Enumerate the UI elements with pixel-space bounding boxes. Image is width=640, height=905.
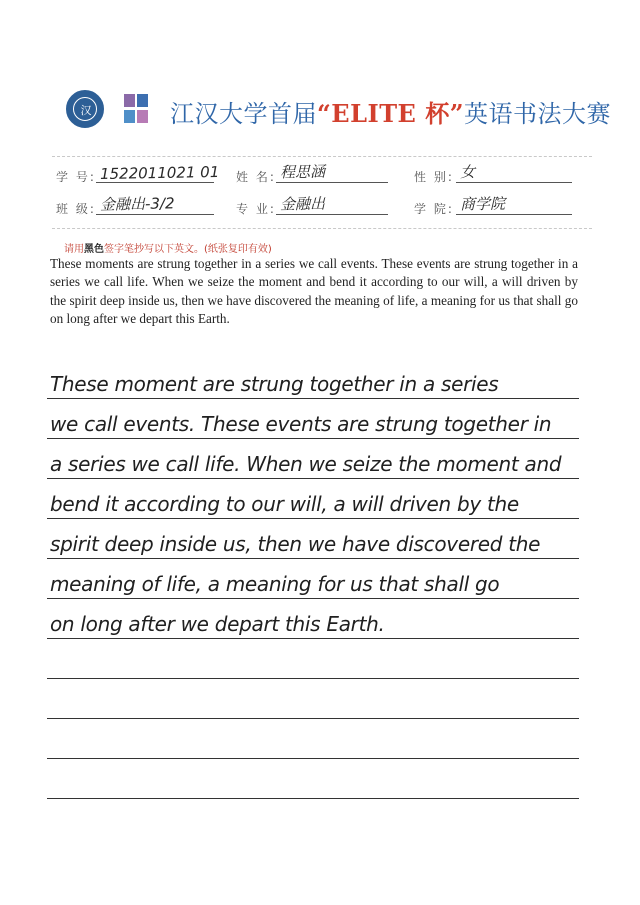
- title-suffix: 英语书法大赛: [464, 100, 612, 128]
- writing-line: [47, 718, 579, 719]
- student-id-field[interactable]: [96, 162, 220, 184]
- title-prefix: 江汉大学首届: [170, 100, 317, 128]
- writing-line: [47, 598, 579, 599]
- contest-header: [66, 88, 612, 132]
- instruction-emphasis: 黑色: [84, 244, 104, 255]
- major-value: 金融出: [279, 194, 326, 214]
- source-passage: These moments are strung together in a series we call events. These events are strung together in a series we call life. When we seize the moment and bend it according to our will, a will driven by the spirit deep inside us, then we have discovered the meaning of life, a meaning for us that shall go on long after we depart this Earth.: [50, 256, 578, 327]
- student-id-label: 学 号:: [56, 170, 96, 184]
- student-id-value: 1522011021 01: [99, 162, 220, 184]
- writing-line: [47, 558, 579, 559]
- writing-line: [47, 398, 579, 399]
- school-field[interactable]: [456, 196, 572, 215]
- writing-line: [47, 798, 579, 799]
- instruction-text: 请用黑色签字笔抄写以下英文。(纸张复印有效): [64, 244, 272, 255]
- gender-label: 性 别:: [414, 170, 454, 184]
- university-seal-icon: [66, 90, 104, 128]
- gender-value: 女: [459, 162, 476, 182]
- seal-text: 汉: [80, 104, 92, 117]
- contest-title: [170, 94, 611, 129]
- contest-emblem-icon: [122, 92, 152, 126]
- handwritten-line: on long after we depart this Earth.: [50, 612, 385, 636]
- class-label: 班 级:: [56, 202, 96, 216]
- major-field[interactable]: [276, 196, 388, 215]
- handwritten-line: These moment are strung together in a series: [50, 372, 499, 396]
- writing-line: [47, 758, 579, 759]
- name-label: 姓 名:: [236, 170, 276, 184]
- writing-line: [47, 438, 579, 439]
- dashed-divider: [52, 156, 592, 157]
- class-field[interactable]: [96, 196, 214, 215]
- writing-line: [47, 678, 579, 679]
- writing-line: [47, 638, 579, 639]
- school-value: 商学院: [459, 194, 506, 214]
- title-highlight: “ELITE 杯”: [317, 99, 465, 128]
- name-field[interactable]: [276, 164, 388, 183]
- class-value: 金融出-3/2: [99, 194, 175, 214]
- gender-field[interactable]: [456, 164, 572, 183]
- writing-line: [47, 478, 579, 479]
- handwritten-line: spirit deep inside us, then we have discovered the: [50, 532, 541, 556]
- major-label: 专 业:: [236, 202, 276, 216]
- handwritten-line: we call events. These events are strung together in: [50, 412, 552, 436]
- handwritten-line: a series we call life. When we seize the moment and: [50, 452, 562, 476]
- dashed-divider: [52, 228, 592, 229]
- handwritten-line: bend it according to our will, a will driven by the: [50, 492, 519, 516]
- writing-line: [47, 518, 579, 519]
- school-label: 学 院:: [414, 202, 454, 216]
- handwritten-line: meaning of life, a meaning for us that shall go: [50, 572, 500, 596]
- name-value: 程思涵: [279, 162, 326, 182]
